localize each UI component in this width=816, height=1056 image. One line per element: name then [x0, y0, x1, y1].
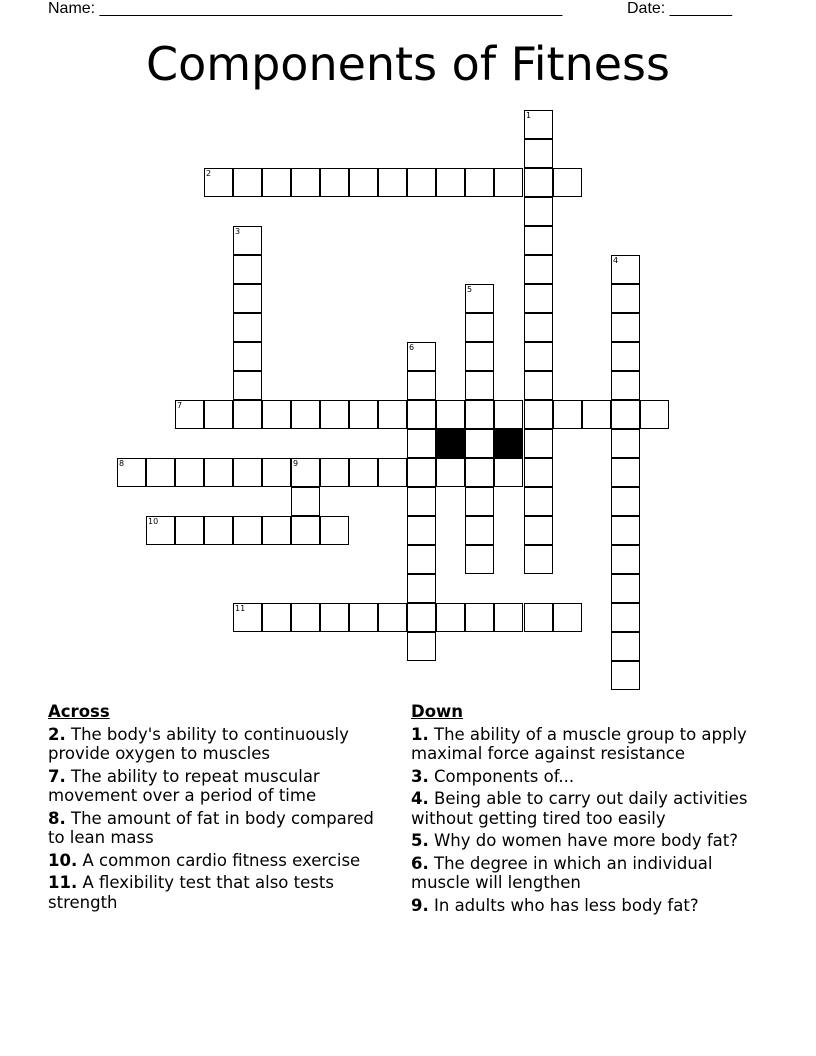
cell-number: 3 — [235, 227, 241, 236]
grid-cell[interactable] — [378, 168, 407, 197]
grid-cell[interactable] — [640, 400, 669, 429]
grid-cell[interactable] — [378, 458, 407, 487]
grid-cell[interactable] — [233, 284, 262, 313]
clue-text: The ability to repeat muscular movement over a period of time — [48, 766, 320, 805]
grid-cell[interactable] — [204, 168, 233, 197]
clue-number: 5. — [411, 831, 429, 850]
grid-cell[interactable] — [553, 400, 582, 429]
grid-cell[interactable] — [524, 458, 553, 487]
grid-cell[interactable] — [611, 603, 640, 632]
grid-cell[interactable] — [291, 458, 320, 487]
clue-number: 4. — [411, 789, 429, 808]
cell-number: 7 — [177, 401, 183, 410]
down-heading: Down — [411, 702, 464, 721]
grid-cell[interactable] — [407, 516, 436, 545]
grid-cell[interactable] — [524, 516, 553, 545]
grid-cell[interactable] — [524, 545, 553, 574]
grid-cell[interactable] — [611, 632, 640, 661]
grid-cell[interactable] — [494, 400, 523, 429]
grid-cell[interactable] — [320, 603, 349, 632]
grid-cell[interactable] — [524, 487, 553, 516]
grid-cell[interactable] — [436, 603, 465, 632]
grid-cell[interactable] — [349, 168, 378, 197]
clue-number: 1. — [411, 724, 429, 744]
grid-cell[interactable] — [436, 168, 465, 197]
grid-cell[interactable] — [407, 458, 436, 487]
grid-cell[interactable] — [524, 371, 553, 400]
clue-across-11 — [48, 873, 393, 912]
grid-cell[interactable] — [465, 313, 494, 342]
grid-cell[interactable] — [233, 516, 262, 545]
grid-cell[interactable] — [407, 603, 436, 632]
grid-cell[interactable] — [465, 342, 494, 371]
grid-cell[interactable] — [524, 110, 553, 139]
clue-text: A common cardio fitness exercise — [77, 850, 361, 870]
grid-cell[interactable] — [233, 342, 262, 371]
grid-cell[interactable] — [611, 458, 640, 487]
grid-cell[interactable] — [611, 400, 640, 429]
cell-number: 9 — [293, 459, 299, 468]
clue-across-8 — [48, 809, 393, 848]
clue-text: The ability of a muscle group to apply maximal force against resistance — [411, 724, 747, 763]
grid-cell[interactable] — [436, 458, 465, 487]
grid-cell[interactable] — [524, 284, 553, 313]
grid-cell[interactable] — [494, 458, 523, 487]
clue-number: 10. — [48, 850, 78, 870]
grid-cell[interactable] — [204, 400, 233, 429]
grid-cell[interactable] — [465, 603, 494, 632]
grid-cell[interactable] — [146, 516, 175, 545]
grid-cell[interactable] — [407, 371, 436, 400]
grid-cell[interactable] — [465, 284, 494, 313]
grid-cell[interactable] — [291, 168, 320, 197]
grid-cell[interactable] — [611, 516, 640, 545]
grid-cell[interactable] — [465, 371, 494, 400]
grid-cell[interactable] — [524, 226, 553, 255]
grid-cell[interactable] — [407, 545, 436, 574]
grid-cell-blocked — [494, 429, 523, 458]
clue-down-9 — [411, 896, 771, 916]
grid-cell[interactable] — [175, 516, 204, 545]
clue-across-2 — [48, 725, 393, 764]
cell-number: 11 — [235, 604, 246, 613]
grid-cell[interactable] — [233, 168, 262, 197]
clue-text: Being able to carry out daily activities without getting tired too easily — [411, 789, 748, 828]
grid-cell[interactable] — [524, 603, 553, 632]
grid-cell[interactable] — [524, 255, 553, 284]
grid-cell[interactable] — [465, 458, 494, 487]
grid-cell[interactable] — [175, 458, 204, 487]
clue-across-10 — [48, 851, 393, 871]
clue-number: 6. — [411, 853, 429, 873]
grid-cell[interactable] — [349, 458, 378, 487]
grid-cell[interactable] — [465, 487, 494, 516]
clue-text: The body's ability to continuously provide oxygen to muscles — [48, 724, 349, 763]
grid-cell[interactable] — [233, 226, 262, 255]
grid-cell[interactable] — [262, 458, 291, 487]
grid-cell[interactable] — [204, 458, 233, 487]
grid-cell[interactable] — [524, 313, 553, 342]
grid-cell[interactable] — [465, 545, 494, 574]
clue-text: In adults who has less body fat? — [428, 895, 699, 915]
clue-number: 11. — [48, 873, 78, 892]
clue-down-1 — [411, 725, 771, 764]
grid-cell[interactable] — [611, 545, 640, 574]
grid-cell[interactable] — [320, 400, 349, 429]
grid-cell[interactable] — [494, 168, 523, 197]
grid-cell[interactable] — [524, 429, 553, 458]
grid-cell[interactable] — [407, 429, 436, 458]
grid-cell[interactable] — [262, 400, 291, 429]
across-heading: Across — [48, 702, 110, 721]
clue-number: 9. — [411, 895, 429, 915]
grid-cell[interactable] — [262, 168, 291, 197]
name-field: Name: ____________________________________________________ — [48, 0, 563, 17]
grid-cell[interactable] — [407, 487, 436, 516]
grid-cell[interactable] — [291, 603, 320, 632]
grid-cell[interactable] — [436, 400, 465, 429]
cell-number: 8 — [119, 459, 125, 468]
grid-cell[interactable] — [291, 400, 320, 429]
grid-cell[interactable] — [465, 516, 494, 545]
cell-number: 5 — [467, 285, 473, 294]
grid-cell[interactable] — [233, 400, 262, 429]
grid-cell[interactable] — [175, 400, 204, 429]
grid-cell[interactable] — [611, 284, 640, 313]
page-title: Components of Fitness — [146, 37, 670, 91]
grid-cell[interactable] — [378, 603, 407, 632]
grid-cell[interactable] — [524, 139, 553, 168]
grid-cell[interactable] — [465, 168, 494, 197]
clue-down-3 — [411, 767, 771, 787]
clue-down-5 — [411, 831, 771, 851]
grid-cell[interactable] — [233, 371, 262, 400]
grid-cell[interactable] — [233, 458, 262, 487]
down-clues — [411, 702, 771, 918]
grid-cell[interactable] — [407, 168, 436, 197]
grid-cell[interactable] — [553, 168, 582, 197]
clue-number: 2. — [48, 724, 66, 744]
cell-number: 6 — [409, 343, 415, 352]
grid-cell[interactable] — [524, 197, 553, 226]
clue-number: 7. — [48, 766, 66, 786]
grid-cell[interactable] — [407, 342, 436, 371]
clue-down-6 — [411, 854, 771, 893]
grid-cell[interactable] — [320, 458, 349, 487]
grid-cell[interactable] — [611, 313, 640, 342]
grid-cell[interactable] — [465, 400, 494, 429]
grid-cell[interactable] — [611, 574, 640, 603]
grid-cell[interactable] — [349, 400, 378, 429]
grid-cell[interactable] — [582, 400, 611, 429]
grid-cell[interactable] — [378, 400, 407, 429]
grid-cell[interactable] — [204, 516, 233, 545]
clue-text: Why do women have more body fat? — [428, 831, 739, 850]
clue-number: 3. — [411, 766, 429, 786]
cell-number: 4 — [613, 256, 619, 265]
grid-cell[interactable] — [524, 342, 553, 371]
grid-cell[interactable] — [407, 574, 436, 603]
grid-cell-blocked — [436, 429, 465, 458]
grid-cell[interactable] — [233, 603, 262, 632]
grid-cell[interactable] — [291, 516, 320, 545]
grid-cell[interactable] — [611, 487, 640, 516]
grid-cell[interactable] — [320, 168, 349, 197]
cell-number: 10 — [148, 517, 159, 526]
grid-cell[interactable] — [320, 516, 349, 545]
grid-cell[interactable] — [524, 400, 553, 429]
cell-number: 1 — [526, 111, 532, 120]
grid-cell[interactable] — [524, 168, 553, 197]
clue-text: Components of... — [428, 766, 575, 786]
grid-cell[interactable] — [611, 661, 640, 690]
grid-cell[interactable] — [611, 255, 640, 284]
clue-text: A flexibility test that also tests strength — [48, 873, 334, 912]
date-field: Date: _______ — [627, 0, 732, 17]
clue-text: The amount of fat in body compared to lean mass — [48, 808, 374, 847]
across-clues — [48, 702, 393, 915]
grid-cell[interactable] — [611, 429, 640, 458]
grid-cell[interactable] — [262, 603, 291, 632]
clue-number: 8. — [48, 808, 66, 828]
grid-cell[interactable] — [611, 371, 640, 400]
grid-cell[interactable] — [465, 429, 494, 458]
grid-cell[interactable] — [146, 458, 175, 487]
grid-cell[interactable] — [262, 516, 291, 545]
grid-cell[interactable] — [349, 603, 378, 632]
grid-cell[interactable] — [494, 603, 523, 632]
clue-text: The degree in which an individual muscle will lengthen — [411, 853, 713, 892]
grid-cell[interactable] — [117, 458, 146, 487]
grid-cell[interactable] — [233, 313, 262, 342]
clue-down-4 — [411, 789, 771, 828]
grid-cell[interactable] — [611, 342, 640, 371]
grid-cell[interactable] — [553, 603, 582, 632]
grid-cell[interactable] — [407, 632, 436, 661]
cell-number: 2 — [206, 169, 212, 178]
grid-cell[interactable] — [233, 255, 262, 284]
clue-across-7 — [48, 767, 393, 806]
grid-cell[interactable] — [291, 487, 320, 516]
grid-cell[interactable] — [407, 400, 436, 429]
